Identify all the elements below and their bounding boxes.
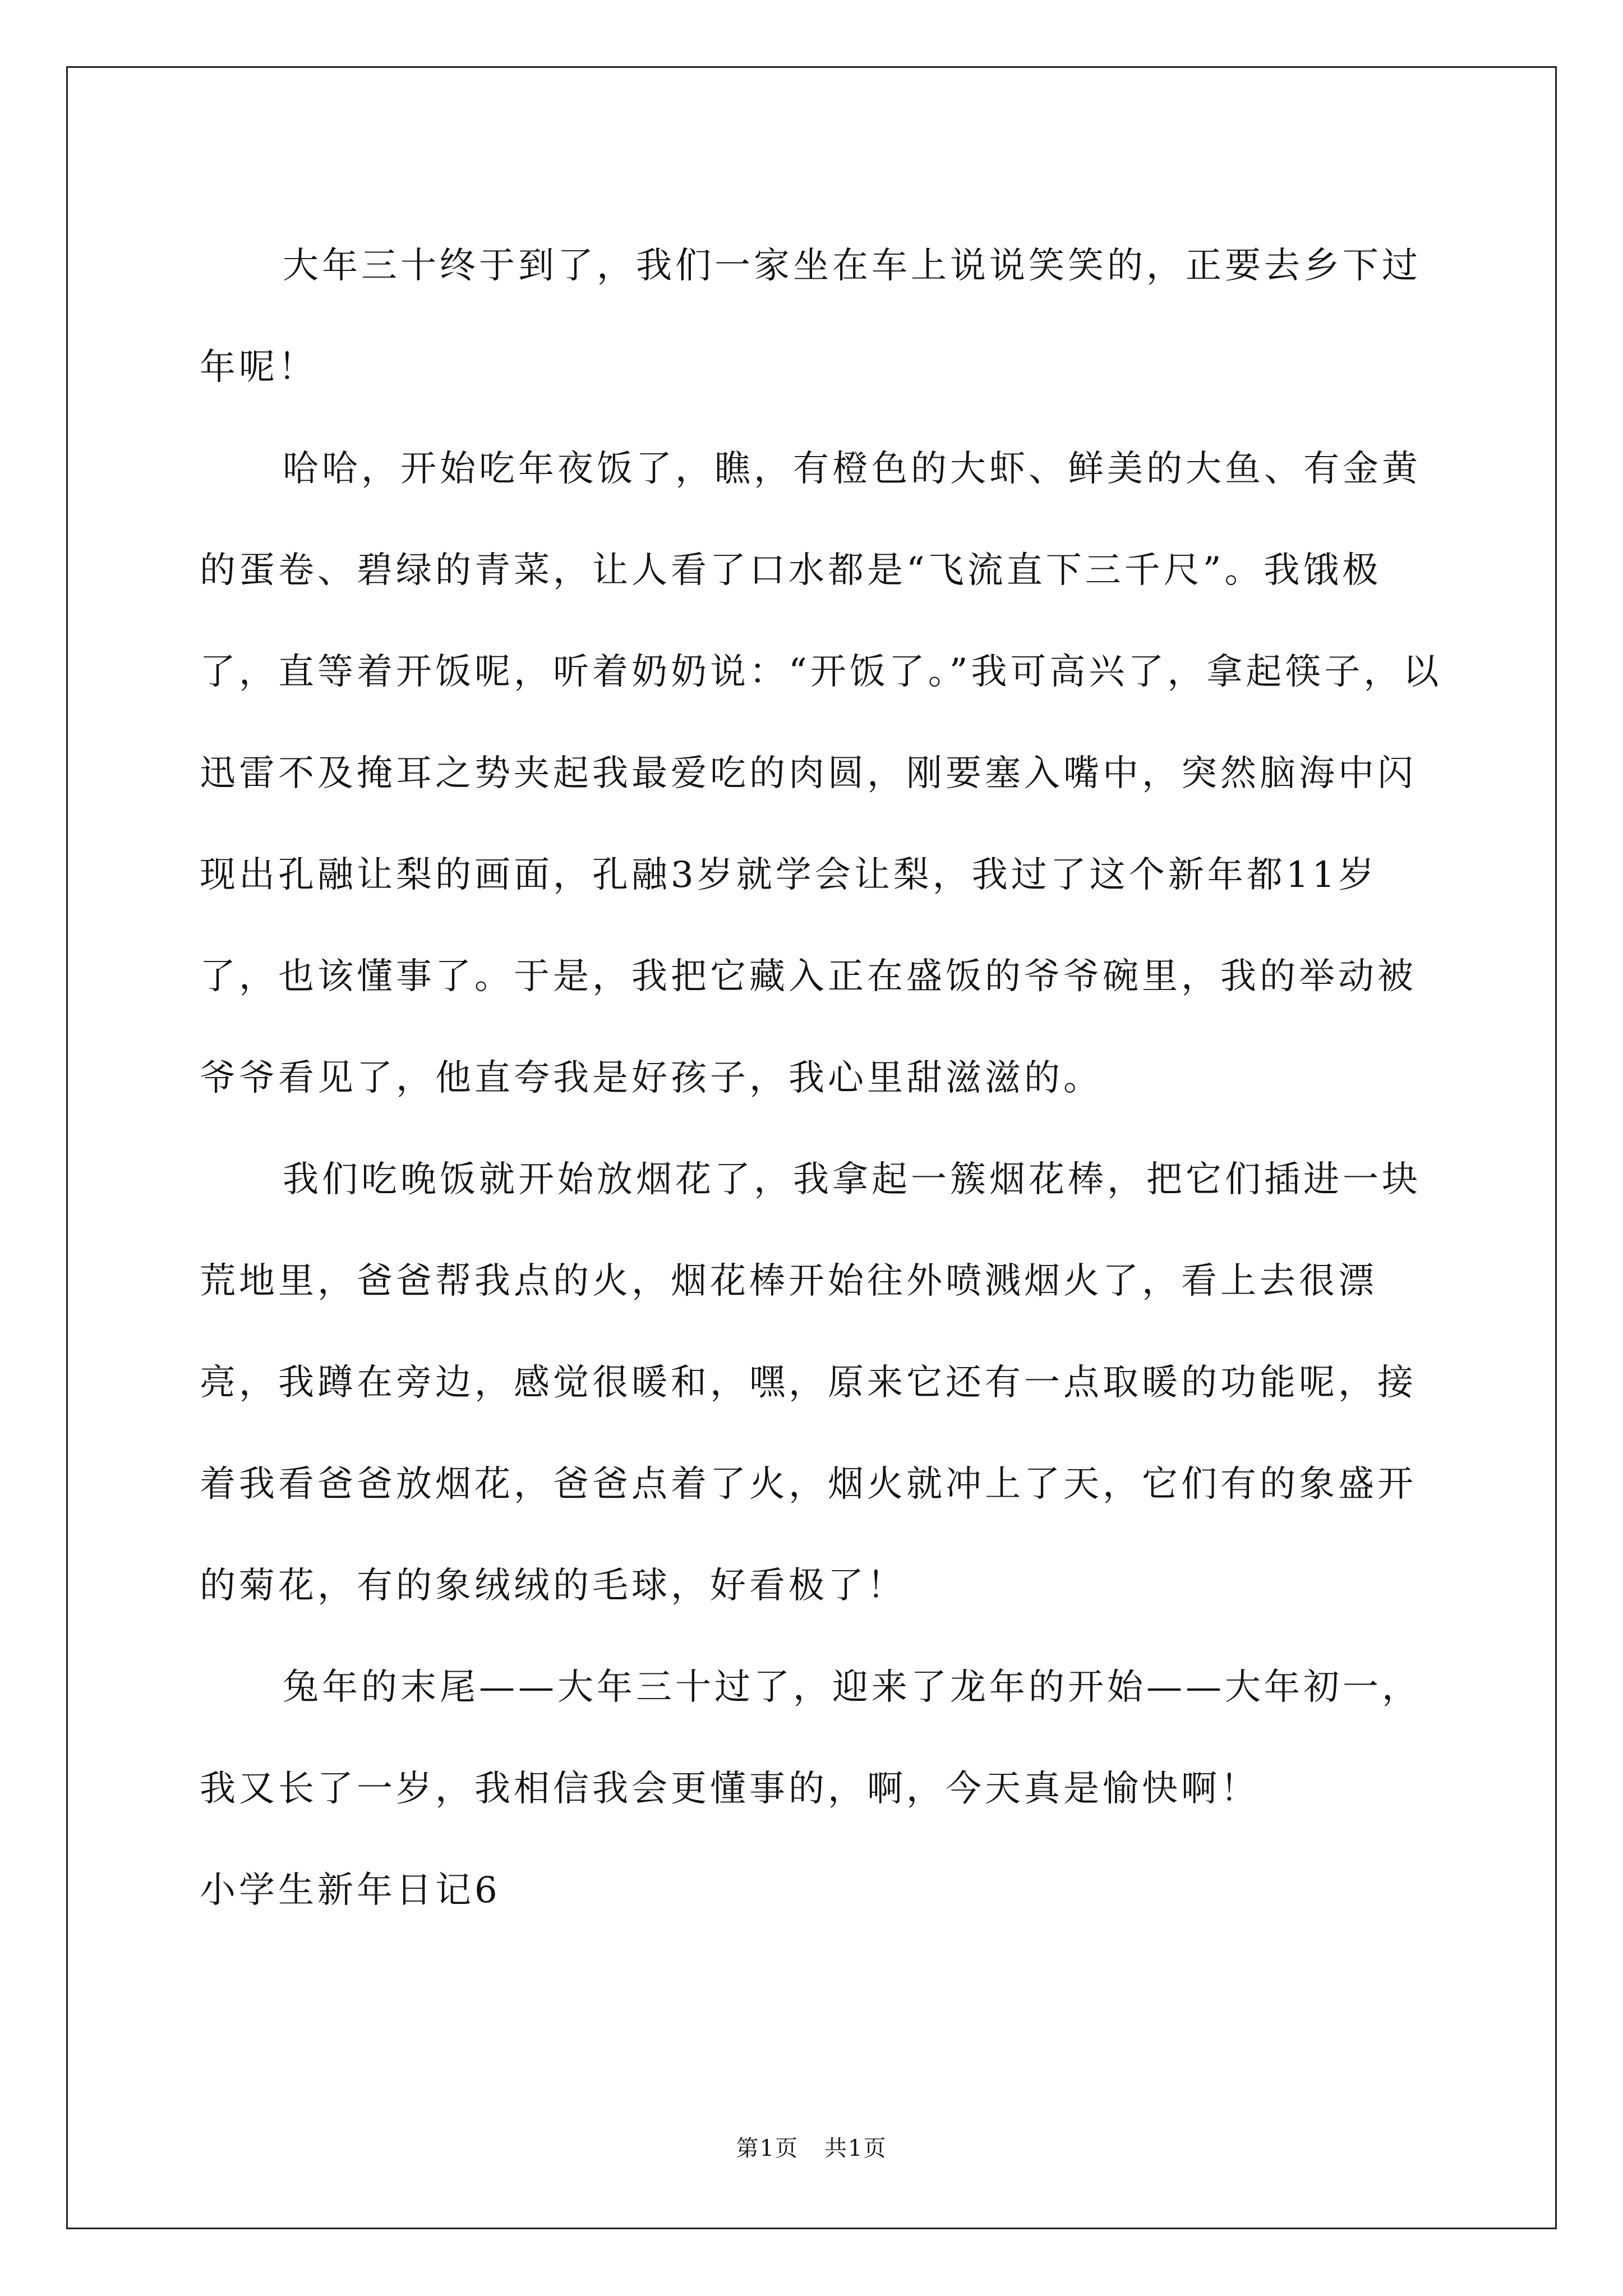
paragraph-4: 兔年的末尾——大年三十过了，迎来了龙年的开始——大年初一，我又长了一岁，我相信我会更懂事的，啊，今天真是愉快啊！ xyxy=(200,1667,1421,1810)
paragraph-2: 哈哈，开始吃年夜饭了，瞧，有橙色的大虾、鲜美的大鱼、有金黄的蛋卷、碧绿的青菜，让人看了口水都是“飞流直下三千尺”。我饿极了，直等着开饭呢，听着奶奶说：“开饭了。”我可高兴了，拿起筷子，以迅雷不及掩耳之势夹起我最爱吃的肉圆，刚要塞入嘴中，突然脑海中闪现出孔融让梨的画面，孔融3岁就学会让梨，我过了这个新年都11岁了，也该懂事了。于是，我把它藏入正在盛饭的爷爷碗里，我的举动被爷爷看见了，他直夸我是好孩子，我心里甜滋滋的。 xyxy=(200,448,1442,1099)
next-entry-heading: 小学生新年日记6 xyxy=(200,1870,501,1911)
page-footer xyxy=(0,2131,1623,2162)
page-number: 第1页 xyxy=(736,2136,799,2161)
total-pages: 共1页 xyxy=(824,2136,887,2161)
document-body xyxy=(200,215,1454,1941)
paragraph-1: 大年三十终于到了，我们一家坐在车上说说笑笑的，正要去乡下过年呢！ xyxy=(200,245,1421,388)
paragraph-3: 我们吃晚饭就开始放烟花了，我拿起一簇烟花棒，把它们插进一块荒地里，爸爸帮我点的火，烟花棒开始往外喷溅烟火了，看上去很漂亮，我蹲在旁边，感觉很暖和，嘿，原来它还有一点取暖的功能呢，接着我看爸爸放烟花，爸爸点着了火，烟火就冲上了天，它们有的象盛开的菊花，有的象绒绒的毛球，好看极了！ xyxy=(200,1159,1421,1607)
